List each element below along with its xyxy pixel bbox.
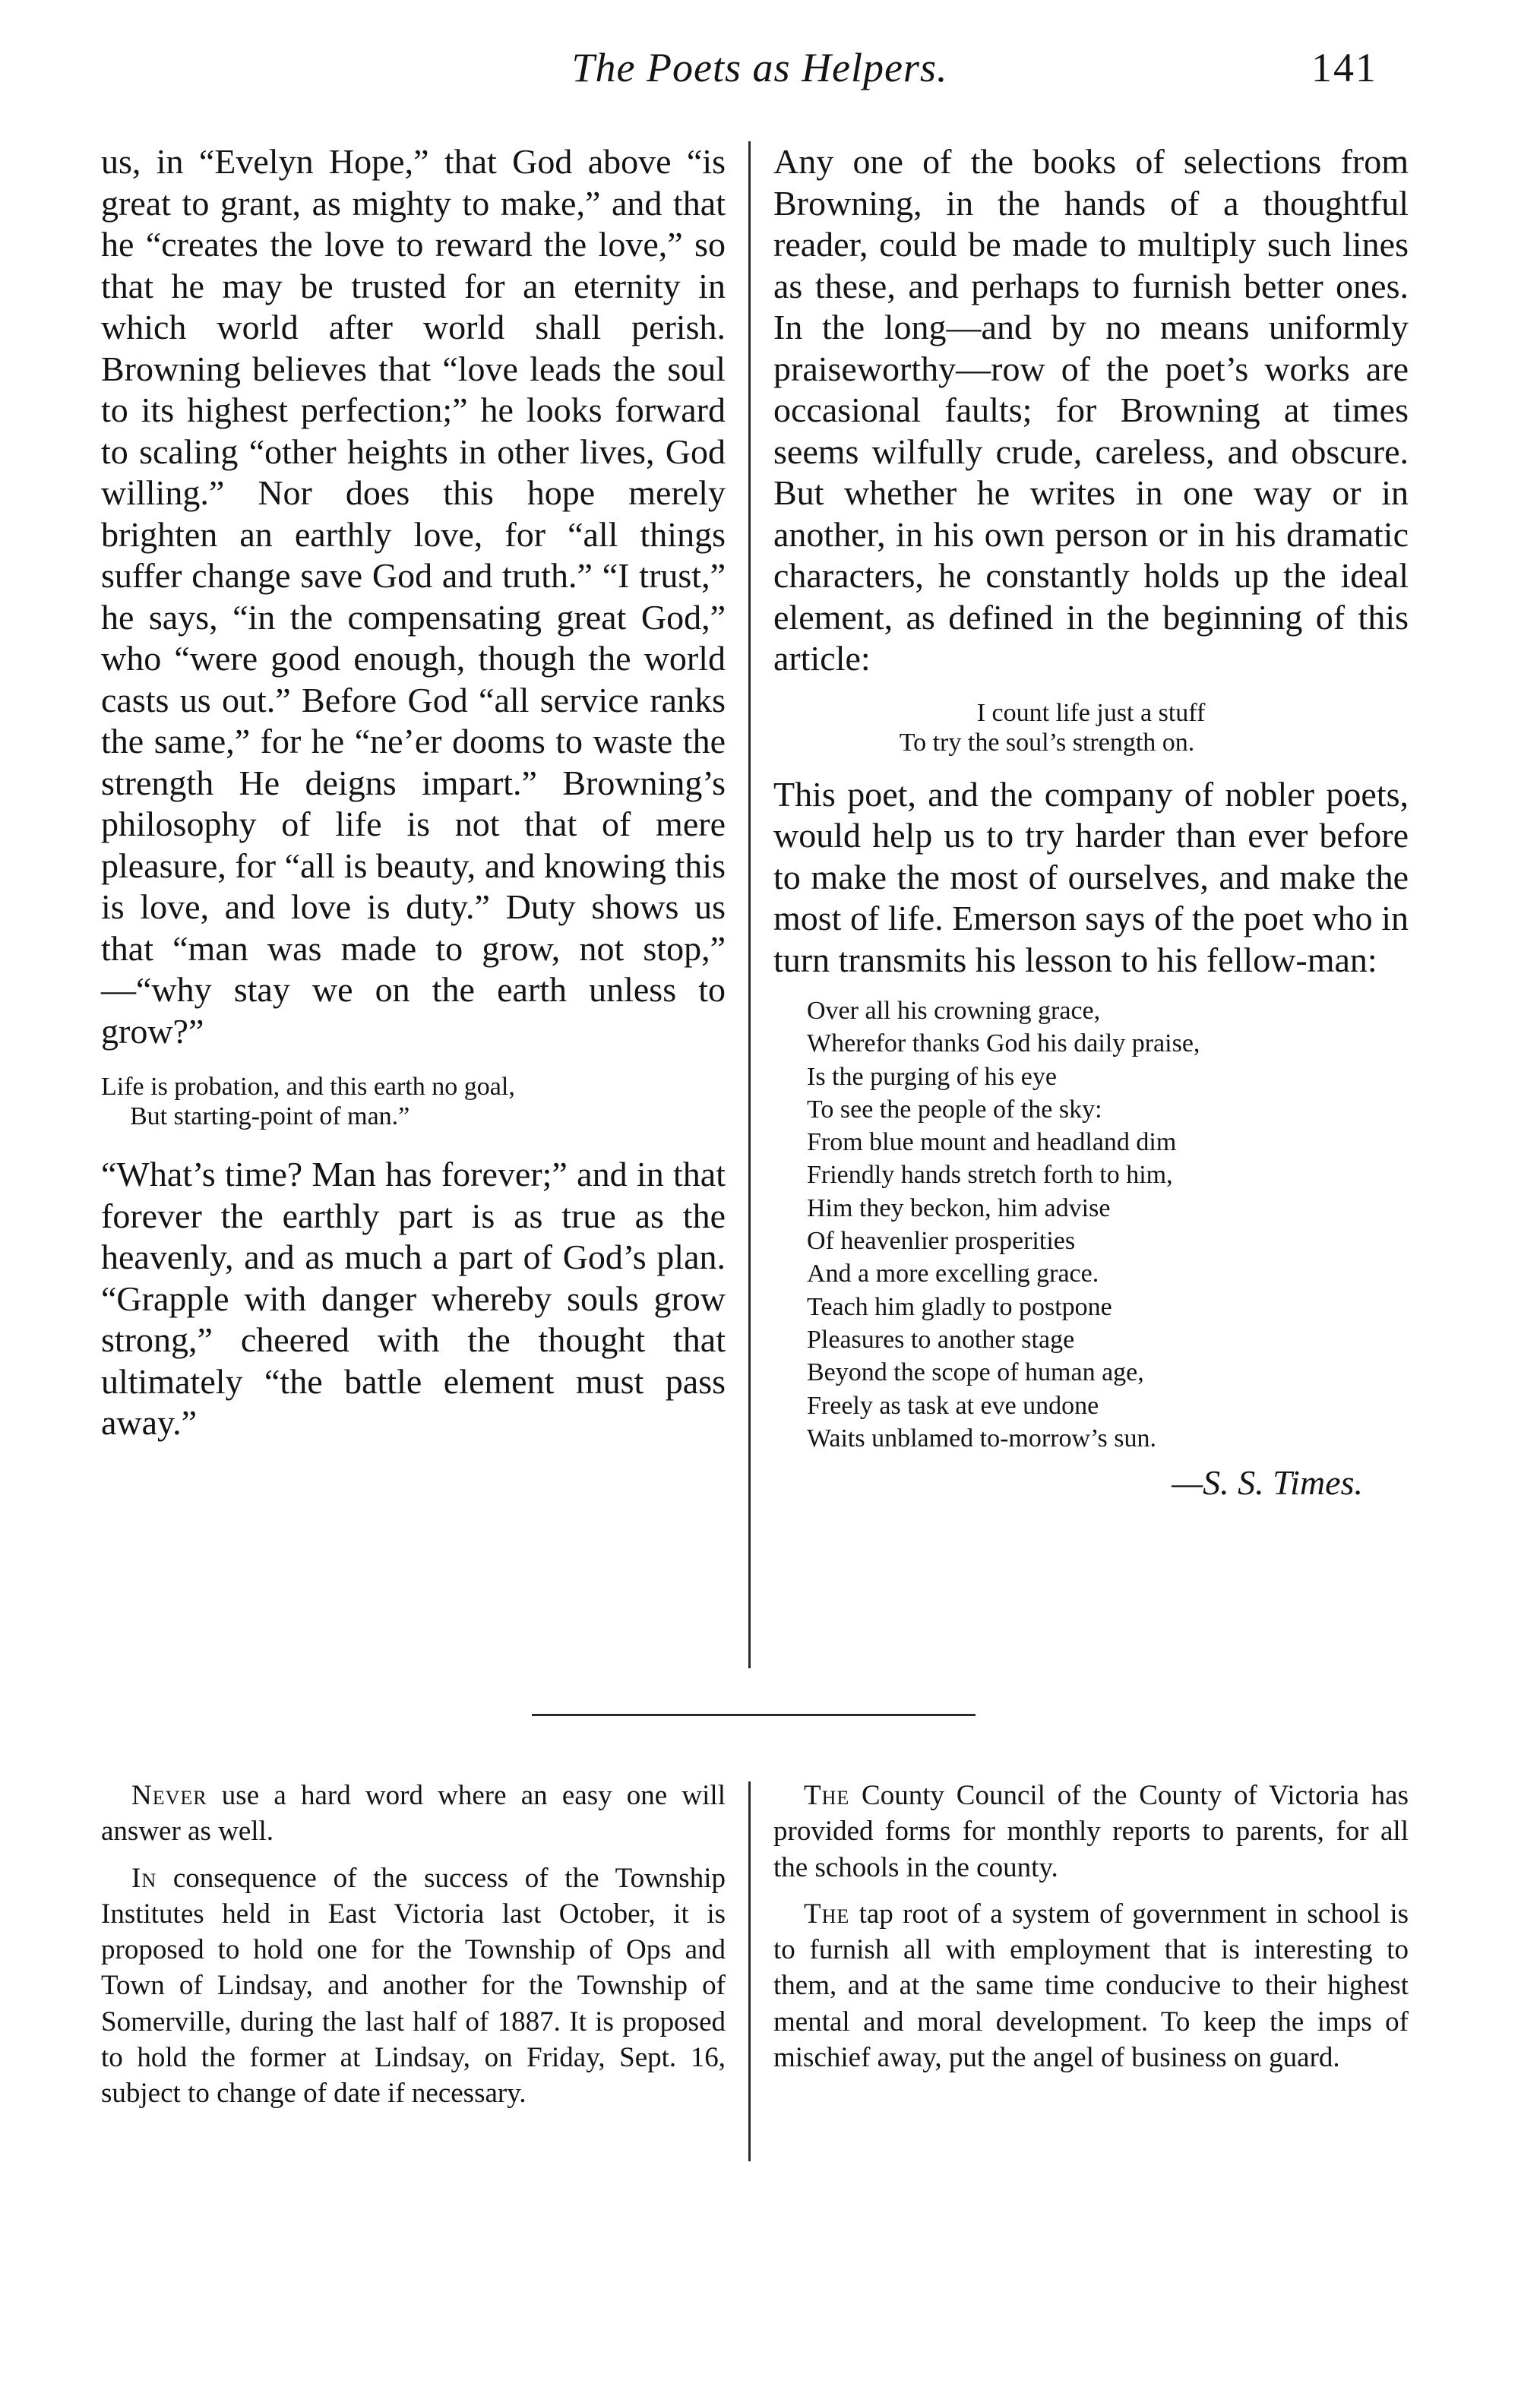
poem-line: Is the purging of his eye <box>807 1062 1057 1091</box>
lead-word: Never <box>131 1780 207 1811</box>
item-text: County Council of the County of Victoria has provided forms for monthly reports to parents, for all the schools in the county. <box>773 1780 1409 1883</box>
verse-line: But starting-point of man.” <box>130 1102 410 1130</box>
poem-line: Wherefor thanks God his daily praise, <box>807 1029 1200 1058</box>
poem-line: Friendly hands stretch forth to him, <box>807 1161 1173 1190</box>
news-item <box>773 1778 1409 1886</box>
news-item <box>101 1778 726 1850</box>
poem-line: Pleasures to another stage <box>807 1325 1075 1354</box>
paragraph: Any one of the books of selections from Browning, in the hands of a thoughtful reader, could be made to multiply such lines as these, and perhaps to furnish better ones. In the long—and by no means uniformly praiseworthy—row of the poet’s works are occasional faults; for Browning at times seems wilfully crude, careless, and obscure. But whether he writes in one way or in another, in his own person or in his dramatic characters, he constantly holds up the ideal element, as defined in the beginning of this article: <box>773 142 1409 678</box>
item-text: tap root of a system of government in school is to furnish all with employment that is interesting to them, and at the same time conducive to their highest mental and moral development. To keep the imps of mischief away, put the angel of business on guard. <box>773 1898 1409 2074</box>
lead-word: The <box>804 1780 850 1811</box>
attribution: —S. S. Times. <box>1172 1463 1363 1503</box>
poem-line: Over all his crowning grace, <box>807 997 1101 1025</box>
item-text: consequence of the success of the Township Institutes held in East Victoria last October, it is proposed to hold one for the Township of Ops and Town of Lindsay, and another for the Township of Somerville, during the last half of 1887. It is proposed to hold the former at Lindsay, on Friday, Sept. 16, subject to change of date if necessary. <box>101 1862 726 2110</box>
poem-line: To see the people of the sky: <box>807 1095 1102 1124</box>
item-text: use a hard word where an easy one will answer as well. <box>101 1780 726 1848</box>
left-column <box>101 141 726 1444</box>
column-divider-top <box>748 141 751 1668</box>
lead-word: In <box>131 1862 157 1894</box>
paragraph: us, in “Evelyn Hope,” that God above “is great to grant, as mighty to make,” and that he “creates the love to reward the love,” so that he may be trusted for an eternity in which world after world shall perish. Browning believes that “love leads the soul to its highest perfection;” he looks forward to scaling “other heights in other lives, God willing.” Nor does this hope merely brighten an earthly love, for “all things suffer change save God and truth.” “I trust,” he says, “in the compensating great God,” who “were good enough, though the world casts us out.” Before God “all service ranks the same,” for he “ne’er dooms to waste the strength He deigns impart.” Browning’s philosophy of life is not that of mere pleasure, for “all is beauty, and knowing this is love, and love is duty.” Duty shows us that “man was made to grow, not stop,” —“why stay we on the earth unless to grow?” <box>101 142 726 1051</box>
emerson-poem <box>807 994 1409 1455</box>
column-divider-bottom <box>748 1781 751 2161</box>
news-item <box>101 1860 726 2112</box>
poem-line: Beyond the scope of human age, <box>807 1358 1144 1387</box>
poem-line: Teach him gladly to postpone <box>807 1292 1112 1321</box>
news-item <box>773 1896 1409 2075</box>
page-number: 141 <box>1311 45 1377 90</box>
verse-line: Life is probation, and this earth no goal, <box>101 1073 515 1101</box>
verse-line: I count life just a stuff <box>976 698 1206 727</box>
poem-line: From blue mount and headland dim <box>807 1128 1177 1157</box>
page-header <box>0 44 1540 105</box>
verse-quote <box>773 698 1409 757</box>
paragraph: This poet, and the company of nobler poets, would help us to try harder than ever before to make the most of ourselves, and make the most of life. Emerson says of the poet who in turn transmits his lesson to his fellow-man: <box>773 774 1409 979</box>
verse-line: To try the soul’s strength on. <box>899 728 1195 757</box>
poem-line: Waits unblamed to-morrow’s sun. <box>807 1424 1156 1453</box>
paragraph: “What’s time? Man has forever;” and in that forever the earthly part is as true as the heavenly, and as much a part of God’s plan. “Grapple with danger whereby souls grow strong,” cheered with the thought that ultimately “the battle element must pass away.” <box>101 1155 726 1442</box>
poem-line: And a more excelling grace. <box>807 1260 1099 1288</box>
verse-quote <box>101 1072 726 1131</box>
lead-word: The <box>804 1898 850 1930</box>
bottom-left-column <box>101 1778 726 2123</box>
section-divider <box>532 1714 976 1716</box>
poem-line: Of heavenlier prosperities <box>807 1227 1076 1256</box>
running-title: The Poets as Helpers. <box>571 45 948 90</box>
right-column <box>773 141 1409 1504</box>
poem-line: Freely as task at eve undone <box>807 1391 1099 1420</box>
poem-line: Him they beckon, him advise <box>807 1193 1111 1222</box>
bottom-right-column <box>773 1778 1409 2086</box>
